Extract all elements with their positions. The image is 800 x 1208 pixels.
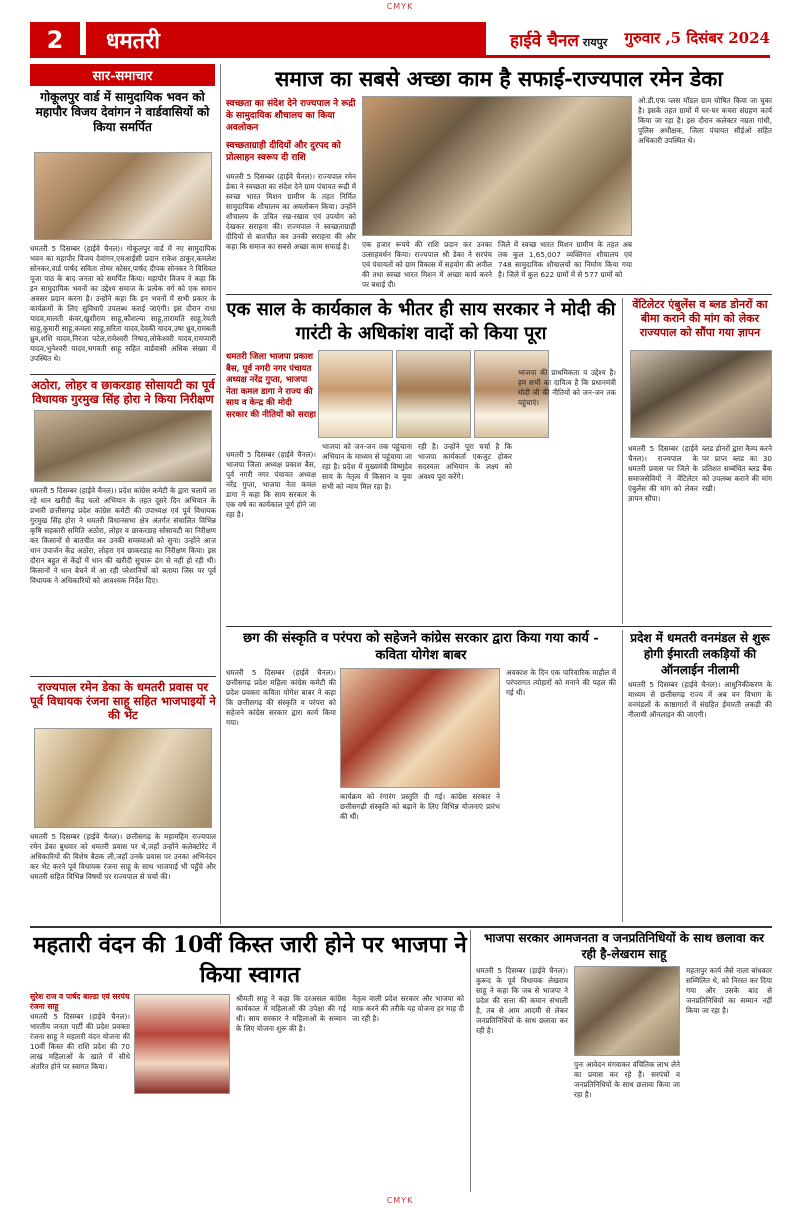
lead-headline: समाज का सबसे अच्छा काम है सफाई-राज्यपाल रमेन डेका xyxy=(275,66,723,91)
cmyk-top-mark: CMYK xyxy=(386,2,414,11)
lekhram-col-3: महतापुर कार्य जैसे नाला बांधकार सम्मिलित थे, को निरस्त कर दिया गया और उसके बाद से जनप्रतिनिधियों का सम्मान नहीं किया जा रहा है। xyxy=(686,966,772,1015)
page-number: 2 xyxy=(30,22,80,58)
lead-col-3: जिले में स्वच्छ भारत मिशन ग्रामीण के तहत अब तक कुल 1,65,007 व्यक्तिगत शौचालय एवं 748 सामुदायिक शौचालयों का निर्माण किया गया है। जिले में कुल 622 ग्रामों में से 577 ग्रामों को xyxy=(498,240,632,279)
second-intro: धमतरी जिला भाजपा प्रकाश बैस, पूर्व नगरी नगर पंचायत अध्यक्ष नरेंद्र गुप्ता, भाजपा नेता कमल डागा ने राज्य की साय व केन्द्र की मोदी सरकार की नीतियों को सराहा xyxy=(226,352,316,420)
portrait-narendra-gupta xyxy=(396,350,471,438)
cultural-program-photo xyxy=(340,668,500,788)
mahtari-col-3: नेतृत्व वाली प्रदेश सरकार और भाजपा को माफ़ करने की तरीके यह योजना हर माह दी जा रही है। xyxy=(352,994,464,1023)
sidebar-story2-body: धमतरी 5 दिसम्बर (हाईवे चैनल)। प्रदेश कांग्रेस कमेटी के द्वारा चलाये जा रहे धान खरीदी केंद्र चलो अभियान के तहत दूसरे दिन अभियान के प्रभारी छत्तीसगढ़ प्रदेश कांग्रेस कमेटी की उपाध्यक्ष एवं पूर्व विधायक गुरमुख सिंह होरा ने धमतरी विधानसभा क्षेत्र अंतर्गत संचालित विभिन्न कृषि सहकारी समिति अठोरा, लोहर व छाकरडाह सोसायटी का निरीक्षण कर किसानों से बातचीत कर उनकी समस्याओं को सुना। उन्होंने आज धान उपार्जन केंद्र अठोरा, लोहरा एवं छाकरडाह का निरीक्षण किया। इस दौरान बहुत से केंद्रों में धान की खरीदी सुचारू ढंग से नहीं हो रही थी। किसानों ने धान बेचने में आ रही परेशानियों को बताया जिस पर पूर्व विधायक ने अधिकारियों को आवश्यक निर्देश दिए। xyxy=(30,486,216,585)
sidebar-section-label: सार-समाचार xyxy=(30,64,215,86)
sidebar-story1-headline: गोकूलपुर वार्ड में सामुदायिक भवन को महापौर विजय देवांगन ने वार्डवासियों को किया समर्पित xyxy=(35,90,210,134)
second-col-4: भाजपा की प्राथमिकता व उद्देश्य है। हम सभी का दायित्व है कि प्रधानमंत्री मोदी जी की नीतियों को जन-जन तक पहुंचाएं। xyxy=(518,368,616,407)
governor-rudri-photo xyxy=(362,96,632,236)
mahtari-col-2: श्रीमती साहू ने कहा कि दरअसल कांग्रेस कार्यकाल में महिलाओं की उपेक्षा की गई थी। साय सरकार ने महिलाओं के सम्मान के लिए योजना शुरू की है। xyxy=(236,994,346,1033)
issue-date: गुरुवार ,5 दिसंबर 2024 xyxy=(624,29,770,47)
lead-intro-2: स्वच्छताग्राही दीदियों और दुरपद को प्रोत्साहन स्वरूप दी राशि xyxy=(226,141,341,163)
culture-col-3: अवकाश के दिन एक पारिवारिक माहौल में परंपरागत त्योहारों को मनाने की पहल की गई थी। xyxy=(506,668,616,697)
culture-col-1: धमतरी 5 दिसम्बर (हाईवे चैनल)। छत्तीसगढ़ प्रदेश महिला कांग्रेस कमेटी की प्रदेश प्रवक्ता कविता योगेश बाबर ने कहा कि छत्तीसगढ़ की संस्कृति व परंपरा को सहेजने कांग्रेस सरकार द्वारा कार्य किया गया। xyxy=(226,668,336,727)
culture-col-2: कार्यक्रम को रंगारंग प्रस्तुति दी गई। कांग्रेस सरकार ने छत्तीसगढ़ी संस्कृति को बढ़ाने के लिए विभिन्न योजनाएं प्रारंभ की थीं। xyxy=(340,792,500,821)
mahtari-col-1: धमतरी 5 दिसम्बर (हाईवे चैनल)। भारतीय जनता पार्टी की प्रदेश प्रवक्ता रंजना साहू ने महतारी वंदन योजना की 10वीं किस्त की राशि प्रदेश की 70 लाख महिलाओं के खाते में सीधे अंतरित होने पर स्वागत किया। xyxy=(30,1012,130,1071)
second-col-1: धमतरी 5 दिसम्बर (हाईवे चैनल)। भाजपा जिला अध्यक्ष प्रकाश बैस, पूर्व नगरी नगर पंचायत अध्यक्ष नरेंद्र गुप्ता, भाजपा नेता कमल डागा ने कहा कि साय सरकार के एक वर्ष का कार्यकाल पूर्ण होने जा रहा है। xyxy=(226,450,316,519)
mahtari-headline: महतारी वंदन की 10वीं किस्त जारी होने पर भाजपा ने किया स्वागत xyxy=(33,932,467,988)
second-col-3: रही है। उन्होंने पूरा चर्चा है कि भाजपा कार्यकर्ता एकजुट होकर सदस्यता अभियान के लक्ष्य को अवश्य पूरा करेंगे। xyxy=(418,442,512,481)
brand-name: हाईवे चैनल xyxy=(510,31,579,51)
lead-col-1: धमतरी 5 दिसम्बर (हाईवे चैनल)। राज्यपाल रमेन डेका ने स्वच्छता का संदेश देने ग्राम पंचायत रूद्री में स्वच्छ भारत मिशन ग्रामीण के तहत निर्मित सामुदायिक शौचालय का अवलोकन किया। उन्होंने शौचालय के उचित रख-रखाव एवं उपयोग को देखकर सराहना की। राज्यपाल ने स्वच्छताग्राही दीदियों से बातचीत कर उनकी सराहना की और कहा कि समाज का सबसे अच्छा काम सफाई है। xyxy=(226,172,356,251)
governor-meeting-photo xyxy=(34,728,212,828)
lekhram-headline: भाजपा सरकार आमजनता व जनप्रतिनिधियों के साथ छलावा कर रही है-लेखराम साहू xyxy=(484,931,764,961)
sidebar-story3-headline: राज्यपाल रमेन डेका के धमतरी प्रवास पर पूर्व विधायक रंजना साहू सहित भाजपाइयों ने की भेंट xyxy=(30,680,216,722)
auction-col-1: धमतरी 5 दिसम्बर (हाईवे चैनल)। आधुनिकीकरण के माध्यम से छत्तीसगढ़ राज्य में अब वन विभाग के वनमंडलों के काष्ठागारों में संग्रहित ईमारती लकड़ी की नीलामी ऑनलाइन की जाएगी। xyxy=(628,680,772,719)
cmyk-bottom-mark: CMYK xyxy=(386,1196,414,1205)
lead-col-4: ओ.डी.एफ प्लस मॉडल ग्राम घोषित किया जा चुका है। इसके तहत ग्रामों में घर-घर कचरा संग्रहण कार्य किया जा रहा है। इस दौरान कलेक्टर नम्रता गांधी, पुलिस अधीक्षक, जिला पंचायत सीईओ सहित अधिकारी उपस्थित थे। xyxy=(638,96,772,145)
second-col-2: भाजपा को जन-जन तक पहुंचाना अभियान के माध्यम से पहुंचाया जा रहा है। प्रदेश में मुख्यमंत्री विष्णुदेव साय के नेतृत्व में किसान व युवा सभी को न्याय मिल रहा है। xyxy=(322,442,412,491)
society-inspection-photo xyxy=(34,410,212,482)
lekhram-col-1: धमतरी 5 दिसम्बर (हाईवे चैनल)। कुरूद के पूर्व विधायक लेखराम साहू ने कहा कि जब से भाजपा ने प्रदेश की सत्ता की कमान संभाली है, तब से आम आदमी से लेकर जनप्रतिनिधियों के साथ छलावा कर रही है। xyxy=(476,966,568,1035)
ambulance-col-1: धमतरी 5 दिसम्बर (हाईवे चैनल)। राज्यपाल के धमतरी प्रवास पर जिले के समाजसेवियों ने वेंटिलेटर एंबुलेंस की मांग को लेकर ज्ञापन सौंपा। xyxy=(628,444,698,503)
brand-logo xyxy=(510,28,607,51)
mahtari-byline: सुरेश राज व पार्षद बाल्डा एवं सरपंच रंजना साहू xyxy=(30,992,130,1011)
ambulance-col-2: ब्लड डोनरों द्वारा कैम्प करने पर प्राप्त ब्लड का 30 प्रतिशत सम्बंधित ब्लड बैंक को उपलब्ध कराने की मांग रखी। xyxy=(702,444,772,493)
inauguration-photo xyxy=(34,152,212,240)
section-city-title: धमतरी xyxy=(86,22,486,58)
brand-city: रायपुर xyxy=(582,36,608,49)
second-headline: एक साल के कार्यकाल के भीतर ही साय सरकार ने मोदी की गारंटी के अधिकांश वादों को किया पूरा xyxy=(226,299,616,344)
sidebar-story2-headline: अठोरा, लोहर व छाकरडाह सोसायटी का पूर्व विधायक गुरमुख सिंह होरा ने किया निरीक्षण xyxy=(31,378,215,406)
lead-col-2: एक हजार रूपये की राशि प्रदान कर उनका उत्साहवर्धन किया। राज्यपाल श्री डेका ने सरपंच एवं पंचायतों को ग्राम विकास में सहयोग की अपील की तथा स्वच्छ भारत मिशन में अच्छा कार्य करने पर बधाई दी। xyxy=(362,240,492,289)
masthead xyxy=(30,22,770,58)
ambulance-headline: वेंटिलेटर एंबुलेंस व ब्लड डोनरों का बीमा कराने की मांग को लेकर राज्यपाल को सौंपा गया ज्ञापन xyxy=(632,298,768,339)
lekhram-col-2: पुनः आवेदन मंगवाकर वंचितिक लाभ लेने का प्रयास कर रहे हैं। सरपंचों व जनप्रतिनिधियों के साथ छलावा किया जा रहा है। xyxy=(574,1060,680,1099)
memorandum-photo xyxy=(630,350,772,438)
lekhram-photo xyxy=(574,966,680,1056)
sidebar-story1-body: धमतरी 5 दिसम्बर (हाईवे चैनल)। गोकूलपुर वार्ड में नए सामुदायिक भवन का महापौर विजय देवांगन,एमआईसी प्रदान राकेश ठाकुर,कमलेश सोनकर,वार्ड पार्षद सविता तोमर कोसर,पार्षद दीपक सोनकर ने विधिवत पूजा पाठ के बाद जनता को समर्पित किया। महापौर विजय ने कहा कि इन सामुदायिक भवनों का उद्देश्य समाज के प्रत्येक वर्ग को एक समान अवसर प्रदान करना है। उन्होंने कहा कि इन भवनों में सभी प्रकार के कार्यक्रमों के लिए सुविधाएँ उपलब्ध कराई जाएंगी। इस दौरान राधा यादव,मालती कंवर,खुशीराम साहू,कौशल्या साहू,तारामति साहू,रेवती साहू,कुमारी साहू,कमला साहू,सरिता यादव,देवकी यादव,उषा ध्रुव,रामबती ध्रुव,शशि यादव,निरजा पटेल,रामेश्वरी निषाद,लोकेश्वरी यादव,रामप्यारी यादव,भुनेश्वरी यादव,भगवती साहू सहित वार्डवासी अधिक संख्या में उपस्थित थे। xyxy=(30,244,216,363)
portrait-prakash-bais xyxy=(318,350,393,438)
auction-headline: प्रदेश में धमतरी वनमंडल से शुरू होगी ईमारती लकड़ियों की ऑनलाईन नीलामी xyxy=(630,631,770,677)
lead-intro-1: स्वच्छता का संदेश देने राज्यपाल ने रूद्री के सामुदायिक शौचालय का किया अवलोकन xyxy=(226,99,356,133)
culture-headline: छग की संस्कृति व परंपरा को सहेजने कांग्रेस सरकार द्वारा किया गया कार्य - कविता योगेश बाबर xyxy=(243,631,599,663)
portrait-ranjana-sahu xyxy=(134,994,230,1094)
sidebar-story3-body: धमतरी 5 दिसम्बर (हाईवे चैनल)। छत्तीसगढ़ के महामहिम राज्यपाल रमेन डेका बुधवार को धमतरी प्रवास पर थे,जहाँ उन्होंने कलेक्टोरेट में अधिकारियों की विशेष बैठक ली,जहाँ उनके प्रवास पर उनका अभिनंदन कर भेंट करने पूर्व विधायक रंजना साहू के साथ भाजपाई भी पहुँचे और धमतरी सहित विभिन्न विषयों पर राज्यपाल से चर्चा की। xyxy=(30,832,216,881)
